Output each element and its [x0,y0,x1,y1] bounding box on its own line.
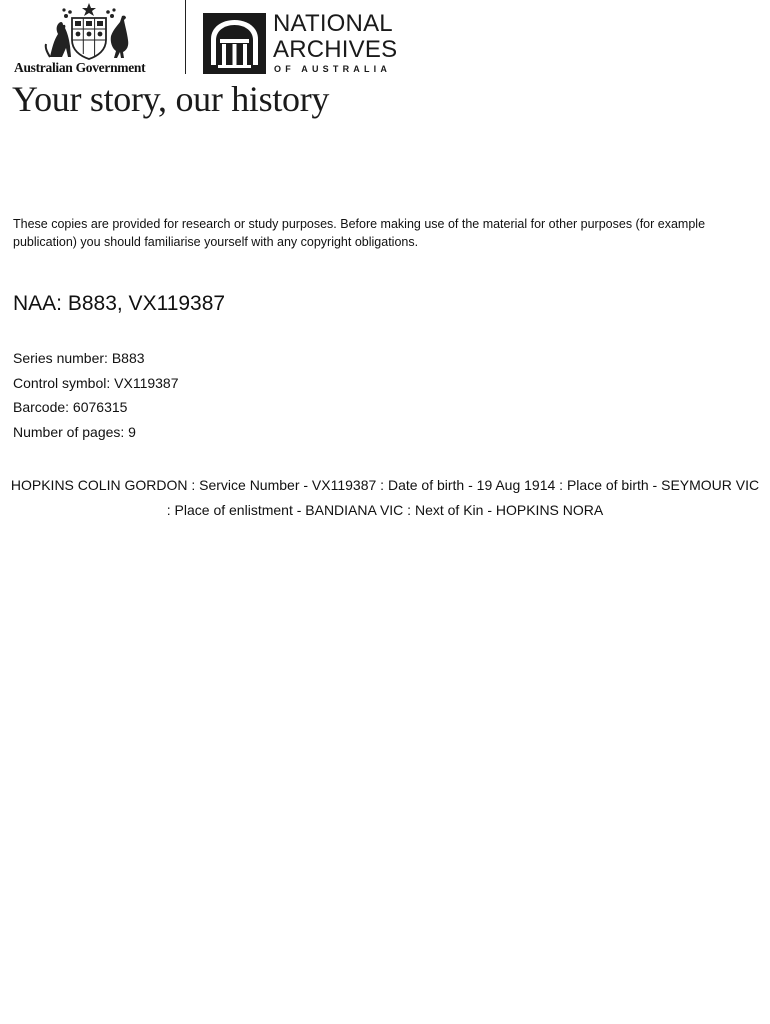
record-metadata [13,346,179,444]
record-title: NAA: B883, VX119387 [13,292,226,315]
barcode: Barcode: 6076315 [13,399,128,415]
tagline: Your story, our history [12,79,330,119]
australian-government-label: Australian Government [14,60,146,75]
coat-of-arms-icon [44,2,134,60]
copyright-disclaimer: These copies are provided for research or study purposes. Before making use of the material for other purposes (for example publication) you should familiarise yourself with any copyright obligations. [13,216,706,249]
record-description: HOPKINS COLIN GORDON : Service Number - VX119387 : Date of birth - 19 Aug 1914 : Place of birth - SEYMOUR VIC : Place of enlistment - BANDIANA VIC : Next of Kin - HOPKINS NORA [10,477,760,518]
control-symbol: Control symbol: VX119387 [13,374,179,391]
series-number: Series number: B883 [13,350,145,366]
archives-name-line-3: OF AUSTRALIA [274,64,392,74]
document-header [0,0,770,130]
national-archives-logo-icon [203,13,266,74]
number-of-pages: Number of pages: 9 [13,423,136,440]
archives-name-line-1: NATIONAL [273,10,393,37]
archives-name-line-2: ARCHIVES [273,36,398,63]
header-divider [185,0,186,74]
